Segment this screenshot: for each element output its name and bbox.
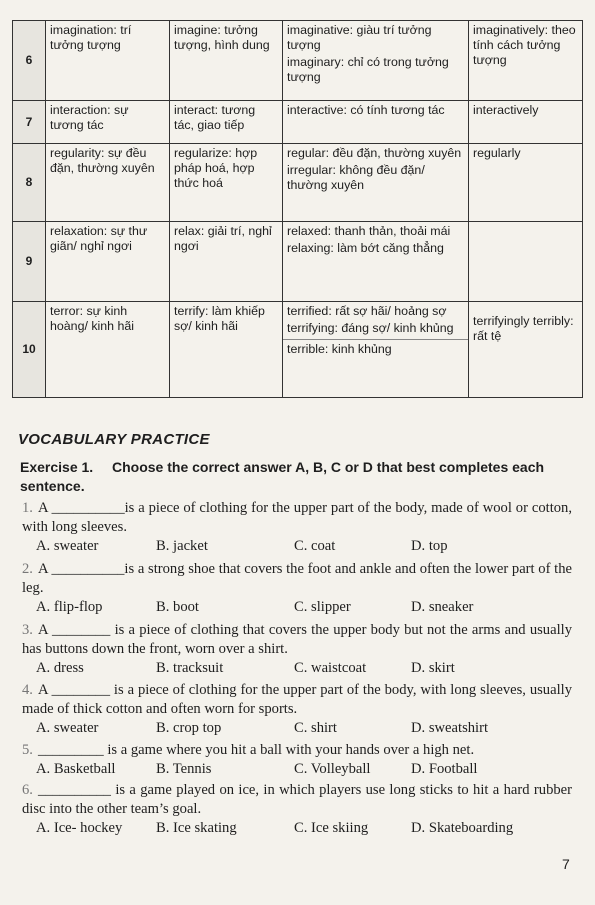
table-row bbox=[13, 222, 583, 302]
verb-cell: imagine: tưởng tượng, hình dung bbox=[170, 21, 283, 101]
question-number: 2. bbox=[22, 561, 33, 577]
answer-options bbox=[36, 538, 576, 557]
question bbox=[22, 781, 572, 819]
option-b[interactable]: B. boot bbox=[156, 599, 199, 615]
adjective-entry: imaginative: giàu trí tưởng tượng bbox=[287, 23, 432, 52]
option-c[interactable]: C. coat bbox=[294, 538, 336, 554]
answer-options bbox=[36, 761, 576, 780]
option-b[interactable]: B. Ice skating bbox=[156, 820, 237, 836]
question-text: A ________ is a piece of clothing for the upper part of the body, with long sleeves, usually made of thick cotton and often worn for sports. bbox=[22, 682, 572, 717]
adjective-entry: terrible: kinh khủng bbox=[283, 339, 468, 357]
row-number: 8 bbox=[13, 144, 46, 222]
question-text: _________ is a game where you hit a ball with your hands over a high net. bbox=[38, 742, 475, 758]
option-d[interactable]: D. sneaker bbox=[411, 599, 474, 615]
option-c[interactable]: C. Volleyball bbox=[294, 761, 371, 777]
question-text: A __________is a strong shoe that covers the foot and ankle and often the lower part of the leg. bbox=[22, 561, 572, 596]
answer-options bbox=[36, 820, 576, 839]
adjective-entry: terrifying: đáng sợ/ kinh khủng bbox=[287, 321, 454, 335]
page-number: 7 bbox=[562, 856, 570, 872]
row-number: 6 bbox=[13, 21, 46, 101]
question bbox=[22, 681, 572, 719]
verb-cell: terrify: làm khiếp sợ/ kinh hãi bbox=[170, 302, 283, 398]
verb-cell: relax: giải trí, nghỉ ngơi bbox=[170, 222, 283, 302]
question-text: __________ is a game played on ice, in which players use long sticks to hit a hard rubber disc into the other team’s goal. bbox=[22, 782, 572, 817]
adverb-cell bbox=[469, 222, 583, 302]
option-d[interactable]: D. skirt bbox=[411, 660, 455, 676]
question-text: A ________ is a piece of clothing that covers the upper body but not the arms and usually has buttons down the front, worn over a shirt. bbox=[22, 622, 572, 657]
option-a[interactable]: A. sweater bbox=[36, 538, 99, 554]
adjective-cell bbox=[283, 144, 469, 222]
adjective-cell bbox=[283, 21, 469, 101]
row-number: 9 bbox=[13, 222, 46, 302]
adjective-entry: imaginary: chỉ có trong tưởng tượng bbox=[287, 55, 449, 84]
option-a[interactable]: A. dress bbox=[36, 660, 84, 676]
option-d[interactable]: D. top bbox=[411, 538, 448, 554]
question-number: 5. bbox=[22, 742, 33, 758]
adverb-cell: imaginatively: theo tính cách tưởng tượng bbox=[469, 21, 583, 101]
adjective-entry: regular: đều đặn, thường xuyên bbox=[287, 146, 462, 160]
noun-cell: terror: sự kinh hoàng/ kinh hãi bbox=[46, 302, 170, 398]
option-d[interactable]: D. sweatshirt bbox=[411, 720, 489, 736]
noun-cell: interaction: sự tương tác bbox=[46, 101, 170, 144]
question bbox=[22, 560, 572, 598]
option-b[interactable]: B. crop top bbox=[156, 720, 222, 736]
exercise-instruction: Choose the correct answer A, B, C or D that best completes each sentence. bbox=[20, 459, 545, 494]
option-b[interactable]: B. tracksuit bbox=[156, 660, 224, 676]
adjective-entry: terrified: rất sợ hãi/ hoảng sợ bbox=[287, 304, 447, 318]
verb-cell: regularize: hợp pháp hoá, hợp thức hoá bbox=[170, 144, 283, 222]
adjective-cell bbox=[283, 222, 469, 302]
option-c[interactable]: C. slipper bbox=[294, 599, 351, 615]
option-d[interactable]: D. Skateboarding bbox=[411, 820, 514, 836]
option-c[interactable]: C. Ice skiing bbox=[294, 820, 369, 836]
question bbox=[22, 621, 572, 659]
question bbox=[22, 741, 572, 760]
word-family-table bbox=[12, 20, 583, 398]
adverb-cell: terrifyingly terribly: rất tệ bbox=[469, 302, 583, 398]
option-a[interactable]: A. Ice- hockey bbox=[36, 820, 123, 836]
adjective-entry: irregular: không đều đặn/ thường xuyên bbox=[287, 163, 425, 192]
noun-cell: relaxation: sự thư giãn/ nghỉ ngơi bbox=[46, 222, 170, 302]
exercise-heading bbox=[20, 458, 575, 496]
adjective-entry: relaxing: làm bớt căng thẳng bbox=[287, 241, 444, 255]
adjective-entry: relaxed: thanh thản, thoải mái bbox=[287, 224, 451, 238]
adverb-cell: interactively bbox=[469, 101, 583, 144]
option-a[interactable]: A. flip-flop bbox=[36, 599, 103, 615]
answer-options bbox=[36, 599, 576, 618]
row-number: 10 bbox=[13, 302, 46, 398]
adjective-entry: interactive: có tính tương tác bbox=[287, 103, 445, 117]
question-number: 6. bbox=[22, 782, 33, 798]
question-number: 3. bbox=[22, 622, 33, 638]
table-row bbox=[13, 302, 583, 398]
option-a[interactable]: A. sweater bbox=[36, 720, 99, 736]
section-title: VOCABULARY PRACTICE bbox=[18, 431, 210, 448]
question-number: 4. bbox=[22, 682, 33, 698]
adjective-cell bbox=[283, 101, 469, 144]
verb-cell: interact: tương tác, giao tiếp bbox=[170, 101, 283, 144]
noun-cell: regularity: sự đều đặn, thường xuyên bbox=[46, 144, 170, 222]
option-c[interactable]: C. waistcoat bbox=[294, 660, 367, 676]
table-row bbox=[13, 144, 583, 222]
row-number: 7 bbox=[13, 101, 46, 144]
exercise-label: Exercise 1. bbox=[20, 459, 94, 475]
answer-options bbox=[36, 720, 576, 739]
question bbox=[22, 499, 572, 537]
option-d[interactable]: D. Football bbox=[411, 761, 478, 777]
question-text: A __________is a piece of clothing for the upper part of the body, made of wool or cotton, with long sleeves. bbox=[22, 500, 572, 535]
option-a[interactable]: A. Basketball bbox=[36, 761, 116, 777]
option-c[interactable]: C. shirt bbox=[294, 720, 337, 736]
adjective-cell bbox=[283, 302, 469, 398]
answer-options bbox=[36, 660, 576, 679]
question-number: 1. bbox=[22, 500, 33, 516]
noun-cell: imagination: trí tưởng tượng bbox=[46, 21, 170, 101]
option-b[interactable]: B. Tennis bbox=[156, 761, 212, 777]
table-row bbox=[13, 21, 583, 101]
adverb-cell: regularly bbox=[469, 144, 583, 222]
option-b[interactable]: B. jacket bbox=[156, 538, 208, 554]
table-row bbox=[13, 101, 583, 144]
